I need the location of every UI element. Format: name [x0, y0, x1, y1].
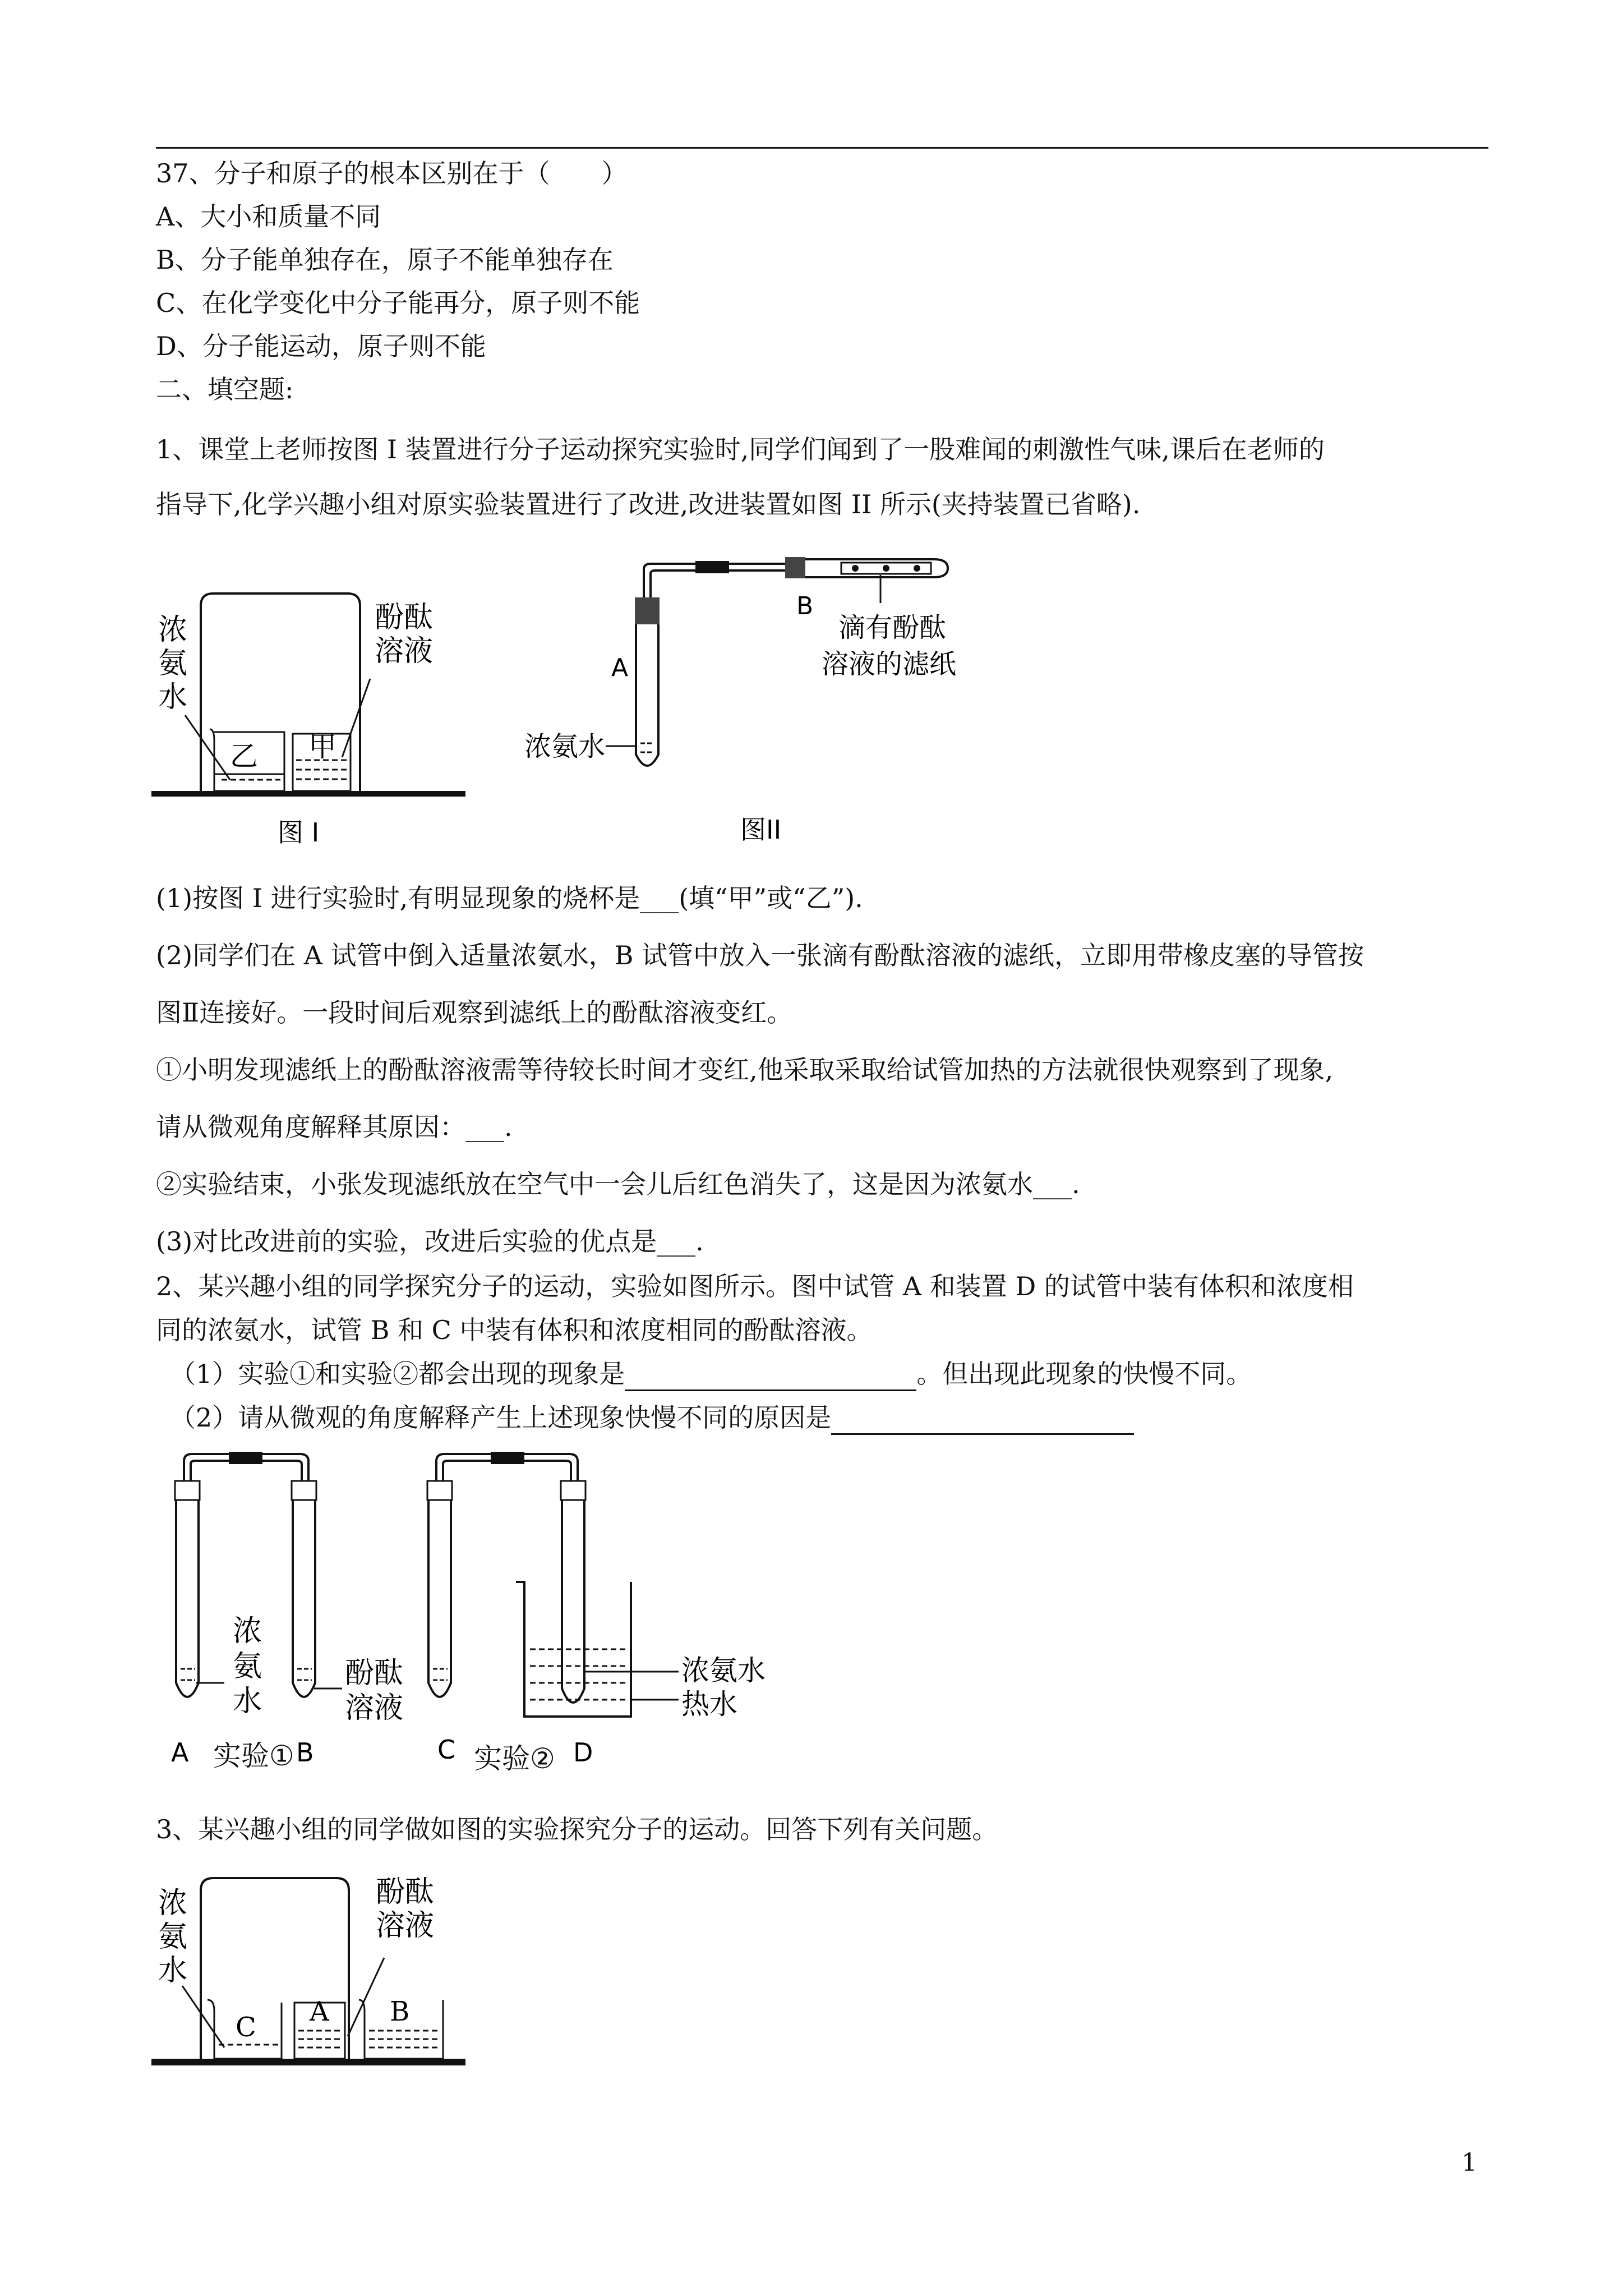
- fig2-tube-a: A: [611, 654, 629, 682]
- fig-q3-beaker-b: B: [390, 1996, 410, 2027]
- q37-option-b: B、分子能单独存在，原子不能单独存在: [156, 245, 614, 275]
- fig1-label-left-2: 氨: [158, 647, 188, 680]
- page-number: 1: [1461, 2148, 1477, 2177]
- fig-q2-d-hotwater: 热水: [681, 1688, 737, 1720]
- q37-option-a: A、大小和质量不同: [156, 201, 381, 232]
- fig-q2-tube-c: C: [437, 1734, 456, 1765]
- fig1-caption: 图 I: [278, 817, 320, 848]
- q2-part2-blank[interactable]: [831, 1409, 1134, 1435]
- section-title: 二、填空题:: [156, 374, 294, 404]
- q1-sub1-line2: 请从微观角度解释其原因：___.: [156, 1112, 513, 1142]
- fig-q3-label-right-1: 酚酞: [376, 1875, 435, 1909]
- fig-q3-beaker-c: C: [236, 2012, 256, 2043]
- q1-part2-line1: (2)同学们在 A 试管中倒入适量浓氨水，B 试管中放入一张滴有酚酞溶液的滤纸，立即用带橡皮塞的导管按: [156, 940, 1364, 970]
- q2-part2: [170, 1400, 1134, 1435]
- fig2-label-paper-2: 溶液的滤纸: [822, 648, 957, 680]
- fig1-label-right-2: 溶液: [375, 634, 434, 668]
- figure-1: [151, 578, 477, 858]
- fig-q3-beaker-a: A: [310, 1996, 329, 2027]
- q2-part1-a: （1）实验①和实验②都会出现的现象是: [170, 1359, 625, 1389]
- fig-q2-tube-b: B: [296, 1737, 314, 1768]
- figure-q3: [151, 1868, 488, 2092]
- fig-q2-ammonia-3: 水: [233, 1685, 262, 1718]
- fig-q2-ammonia-1: 浓: [233, 1614, 262, 1648]
- fig1-label-right-1: 酚酞: [375, 601, 434, 634]
- figure-q2: [151, 1447, 813, 1784]
- q37-stem: 37、分子和原子的根本区别在于（ ）: [156, 158, 628, 188]
- q1-sub1-line1: ①小明发现滤纸上的酚酞溶液需等待较长时间才变红,他采取采取给试管加热的方法就很快观察到了现象,: [156, 1055, 1334, 1085]
- q2-stem-line1: 2、某兴趣小组的同学探究分子的运动，实验如图所示。图中试管 A 和装置 D 的试管中装有体积和浓度相: [156, 1271, 1354, 1301]
- q1-stem-line1: 1、课堂上老师按图 I 装置进行分子运动探究实验时,同学们闻到了一股难闻的刺激性气味,课后在老师的: [156, 434, 1325, 464]
- fig1-label-left-3: 水: [158, 680, 188, 714]
- fig-q2-exp2: 实验②: [474, 1742, 555, 1775]
- q1-part3: (3)对比改进前的实验，改进后实验的优点是___.: [156, 1226, 704, 1257]
- fig-q2-d-ammonia: 浓氨水: [681, 1654, 766, 1687]
- fig2-label-paper-1: 滴有酚酞: [838, 612, 947, 643]
- q1-stem-line2: 指导下,化学兴趣小组对原实验装置进行了改进,改进装置如图 II 所示(夹持装置已省略).: [156, 489, 1141, 519]
- q37-option-c: C、在化学变化中分子能再分，原子则不能: [156, 288, 640, 318]
- q2-part1-b: 。但出现此现象的快慢不同。: [916, 1359, 1252, 1389]
- fig-q3-label-left-1: 浓: [158, 1887, 188, 1920]
- q2-part1-blank[interactable]: [625, 1365, 916, 1391]
- header-rule: [156, 147, 1488, 149]
- fig-q3-label-left-3: 水: [158, 1954, 188, 1987]
- q2-stem-line2: 同的浓氨水，试管 B 和 C 中装有体积和浓度相同的酚酞溶液。: [156, 1315, 873, 1345]
- fig1-label-left-1: 浓: [158, 613, 188, 647]
- fig-q2-phenol-1: 酚酞: [345, 1657, 404, 1690]
- fig-q2-exp1: 实验①: [213, 1740, 294, 1772]
- fig-q2-tube-a: A: [171, 1737, 189, 1768]
- fig-q3-label-left-2: 氨: [158, 1920, 188, 1954]
- q1-part1: (1)按图 I 进行实验时,有明显现象的烧杯是___(填“甲”或“乙”).: [156, 883, 863, 913]
- q1-sub2: ②实验结束，小张发现滤纸放在空气中一会儿后红色消失了，这是因为浓氨水___.: [156, 1169, 1080, 1199]
- q1-part2-line2: 图Ⅱ连接好。一段时间后观察到滤纸上的酚酞溶液变红。: [156, 997, 793, 1028]
- fig2-tube-b: B: [796, 592, 814, 620]
- q37-option-d: D、分子能运动，原子则不能: [156, 331, 486, 361]
- fig-q2-phenol-2: 溶液: [345, 1691, 404, 1725]
- q2-part2-text: （2）请从微观的角度解释产生上述现象快慢不同的原因是: [170, 1402, 832, 1433]
- q3-stem: 3、某兴趣小组的同学做如图的实验探究分子的运动。回答下列有关问题。: [156, 1814, 998, 1844]
- fig2-caption: 图II: [740, 815, 782, 845]
- q2-part1: [170, 1356, 1252, 1391]
- fig2-label-ammonia: 浓氨水: [524, 731, 606, 762]
- fig-q2-tube-d: D: [573, 1737, 593, 1768]
- fig1-beaker-right: 甲: [308, 730, 336, 763]
- fig-q2-ammonia-2: 氨: [233, 1650, 262, 1683]
- fig1-beaker-left: 乙: [230, 740, 258, 772]
- figure-2: [516, 553, 1021, 855]
- fig-q3-label-right-2: 溶液: [376, 1909, 435, 1943]
